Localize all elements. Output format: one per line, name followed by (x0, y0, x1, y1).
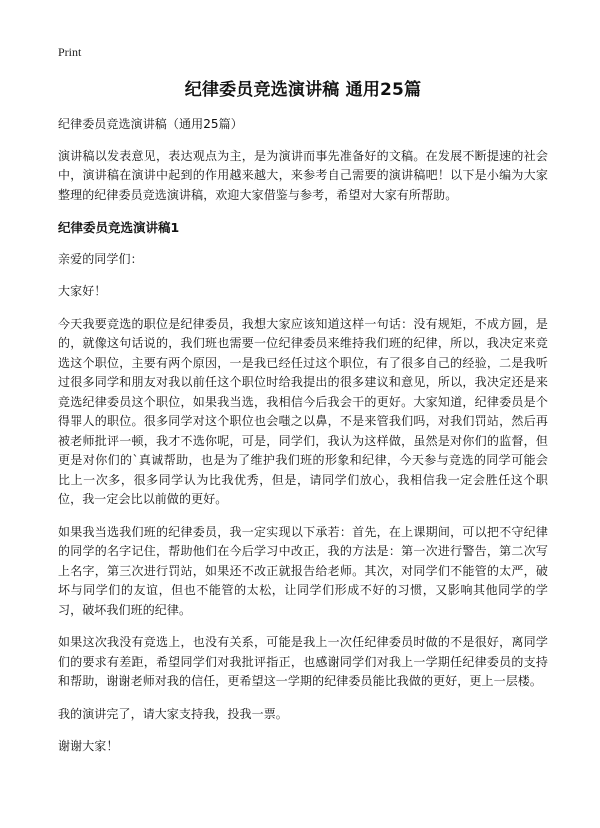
page-title: 纪律委员竞选演讲稿 通用25篇 (184, 80, 422, 100)
document-body (58, 78, 548, 770)
speech-paragraph-3: 如果这次我没有竞选上，也没有关系，可能是我上一次任纪律委员时做的不是很好，离同学们的要求有差距，希望同学们对我批评指正，也感谢同学们对我上一学期任纪律委员的支持和帮助，谢谢老师对我的信任，更希望这一学期的纪律委员能比我做的更好，更上一层楼。 (58, 635, 548, 688)
intro-paragraph: 演讲稿以发表意见，表达观点为主，是为演讲而事先准备好的文稿。在发展不断提速的社会中，演讲稿在演讲中起到的作用越来越大，来参考自己需要的演讲稿吧！以下是小编为大家整理的纪律委员竞选演讲稿，欢迎大家借鉴与参考，希望对大家有所帮助。 (58, 148, 548, 202)
document-subtitle: 纪律委员竞选演讲稿（通用25篇） (58, 117, 243, 131)
greeting: 大家好！ (58, 284, 107, 298)
print-link[interactable]: Print (58, 45, 82, 59)
speech-paragraph-2: 如果我当选我们班的纪律委员，我一定实现以下承若：首先，在上课期间，可以把不守纪律的同学的名字记住，帮助他们在今后学习中改正，我的方法是：第一次进行警告，第二次写上名字，第三次进行罚站，如果还不改正就报告给老师。其次，对同学们不能管的太严，破坏与同学们的友谊，但也不能管的太松，让同学们形成不好的习惯，又影响其他同学的学习，破坏我们班的纪律。 (58, 524, 548, 617)
speech-paragraph-4: 我的演讲完了，请大家支持我，投我一票。 (58, 706, 288, 721)
salutation: 亲爱的同学们： (58, 251, 143, 266)
section-heading: 纪律委员竞选演讲稿1 (58, 220, 180, 235)
speech-paragraph-1: 今天我要竞选的职位是纪律委员，我想大家应该知道这样一句话：没有规矩，不成方圆，是的，就像这句话说的，我们班也需要一位纪律委员来维持我们班的纪律，所以，我决定来竞选这个职位，主要有两个原因，一是我已经任过这个职位，有了很多自己的经验，二是我听过很多同学和朋友对我以前任这个职位时给我提出的很多建议和意见，所以，我决定还是来竞选纪律委员这个职位，如果我当选，我相信今后我会干的更好。大家知道，纪律委员是个得罪人的职位。很多同学对这个职位也会嗤之以鼻，不是来管我们吗，对我们罚站，然后再被老师批评一顿，我才不选你呢，可是，同学们，我认为这样做，虽然是对你们的监督，但更是对你们的`真诚帮助，也是为了维护我们班的形象和纪律，今天参与竞选的同学可能会比上一次多，很多同学认为比我优秀，但是，请同学们放心，我相信我一定会胜任这个职位，我一定会比以前做的更好。 (58, 316, 548, 506)
closing-thanks: 谢谢大家！ (58, 739, 119, 753)
